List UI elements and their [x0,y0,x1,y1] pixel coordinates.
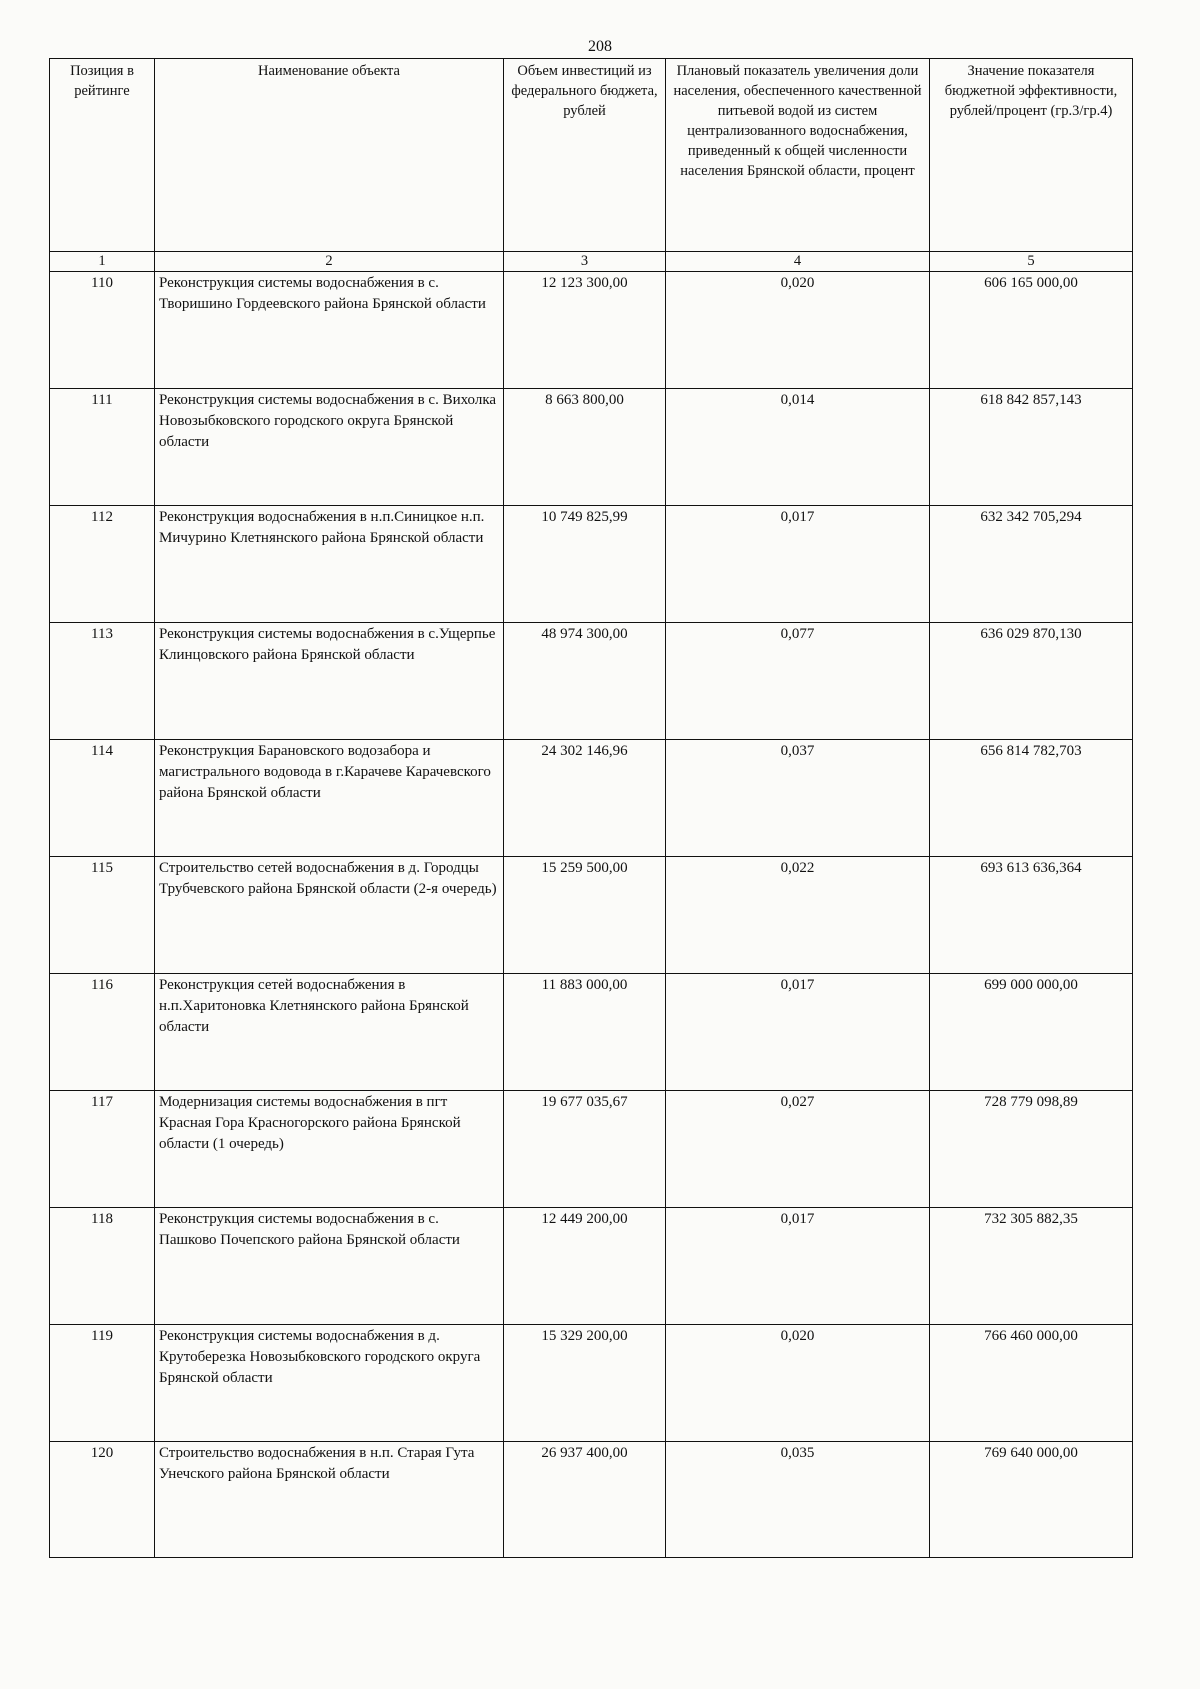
cell-investment: 10 749 825,99 [504,506,666,623]
cell-value: 732 305 882,35 [930,1208,1133,1325]
header-plan: Плановый показатель увеличения доли населения, обеспеченного качественной питьевой водой из систем централизованного водоснабжения, приведенный к общей численности населения Брянской области, процент [666,59,930,252]
cell-investment: 12 449 200,00 [504,1208,666,1325]
cell-plan: 0,017 [666,1208,930,1325]
page-number: 208 [588,38,612,55]
table-row [50,740,1133,857]
cell-position: 115 [50,857,155,974]
cell-position: 120 [50,1442,155,1558]
column-number-row [50,252,1133,272]
cell-name: Строительство водоснабжения в н.п. Старая Гута Унечского района Брянской области [155,1442,504,1558]
cell-investment: 11 883 000,00 [504,974,666,1091]
header-row [50,59,1133,252]
cell-position: 113 [50,623,155,740]
table-row [50,389,1133,506]
cell-investment: 24 302 146,96 [504,740,666,857]
cell-plan: 0,077 [666,623,930,740]
column-number: 2 [155,252,504,272]
cell-name: Реконструкция Барановского водозабора и магистрального водовода в г.Карачеве Карачевского района Брянской области [155,740,504,857]
column-number: 5 [930,252,1133,272]
table-row [50,272,1133,389]
cell-value: 656 814 782,703 [930,740,1133,857]
cell-name: Реконструкция водоснабжения в н.п.Синицкое н.п. Мичурино Клетнянского района Брянской области [155,506,504,623]
cell-investment: 48 974 300,00 [504,623,666,740]
table-row [50,974,1133,1091]
cell-position: 118 [50,1208,155,1325]
cell-value: 618 842 857,143 [930,389,1133,506]
cell-name: Реконструкция системы водоснабжения в с.Ущерпье Клинцовского района Брянской области [155,623,504,740]
cell-position: 112 [50,506,155,623]
cell-value: 606 165 000,00 [930,272,1133,389]
cell-name: Реконструкция сетей водоснабжения в н.п.Харитоновка Клетнянского района Брянской области [155,974,504,1091]
cell-value: 693 613 636,364 [930,857,1133,974]
cell-plan: 0,017 [666,974,930,1091]
cell-value: 632 342 705,294 [930,506,1133,623]
cell-name: Модернизация системы водоснабжения в пгт Красная Гора Красногорского района Брянской области (1 очередь) [155,1091,504,1208]
cell-value: 769 640 000,00 [930,1442,1133,1558]
cell-position: 117 [50,1091,155,1208]
cell-position: 119 [50,1325,155,1442]
column-number: 1 [50,252,155,272]
cell-value: 699 000 000,00 [930,974,1133,1091]
header-position: Позиция в рейтинге [50,59,155,252]
cell-position: 116 [50,974,155,1091]
column-number: 4 [666,252,930,272]
header-name: Наименование объекта [155,59,504,252]
cell-name: Реконструкция системы водоснабжения в с. Вихолка Новозыбковского городского округа Брянской области [155,389,504,506]
table-row [50,1091,1133,1208]
cell-position: 111 [50,389,155,506]
cell-plan: 0,014 [666,389,930,506]
cell-value: 636 029 870,130 [930,623,1133,740]
header-value: Значение показателя бюджетной эффективности, рублей/процент (гр.3/гр.4) [930,59,1133,252]
table-row [50,1442,1133,1558]
cell-name: Строительство сетей водоснабжения в д. Городцы Трубчевского района Брянской области (2-я очередь) [155,857,504,974]
table-body [50,272,1133,1558]
cell-name: Реконструкция системы водоснабжения в с. Творишино Гордеевского района Брянской области [155,272,504,389]
cell-investment: 8 663 800,00 [504,389,666,506]
table-row [50,1325,1133,1442]
cell-plan: 0,037 [666,740,930,857]
cell-plan: 0,020 [666,272,930,389]
cell-value: 766 460 000,00 [930,1325,1133,1442]
rating-table [49,58,1133,1558]
cell-name: Реконструкция системы водоснабжения в с. Пашково Почепского района Брянской области [155,1208,504,1325]
cell-investment: 26 937 400,00 [504,1442,666,1558]
cell-plan: 0,017 [666,506,930,623]
cell-investment: 15 259 500,00 [504,857,666,974]
table-row [50,857,1133,974]
cell-position: 110 [50,272,155,389]
cell-plan: 0,035 [666,1442,930,1558]
cell-investment: 12 123 300,00 [504,272,666,389]
cell-position: 114 [50,740,155,857]
cell-plan: 0,027 [666,1091,930,1208]
column-number: 3 [504,252,666,272]
cell-plan: 0,020 [666,1325,930,1442]
table-row [50,1208,1133,1325]
cell-value: 728 779 098,89 [930,1091,1133,1208]
table-header [50,59,1133,272]
header-investment: Объем инвестиций из федерального бюджета, рублей [504,59,666,252]
cell-investment: 19 677 035,67 [504,1091,666,1208]
table-row [50,506,1133,623]
cell-investment: 15 329 200,00 [504,1325,666,1442]
table-row [50,623,1133,740]
cell-name: Реконструкция системы водоснабжения в д. Крутоберезка Новозыбковского городского округа Брянской области [155,1325,504,1442]
cell-plan: 0,022 [666,857,930,974]
